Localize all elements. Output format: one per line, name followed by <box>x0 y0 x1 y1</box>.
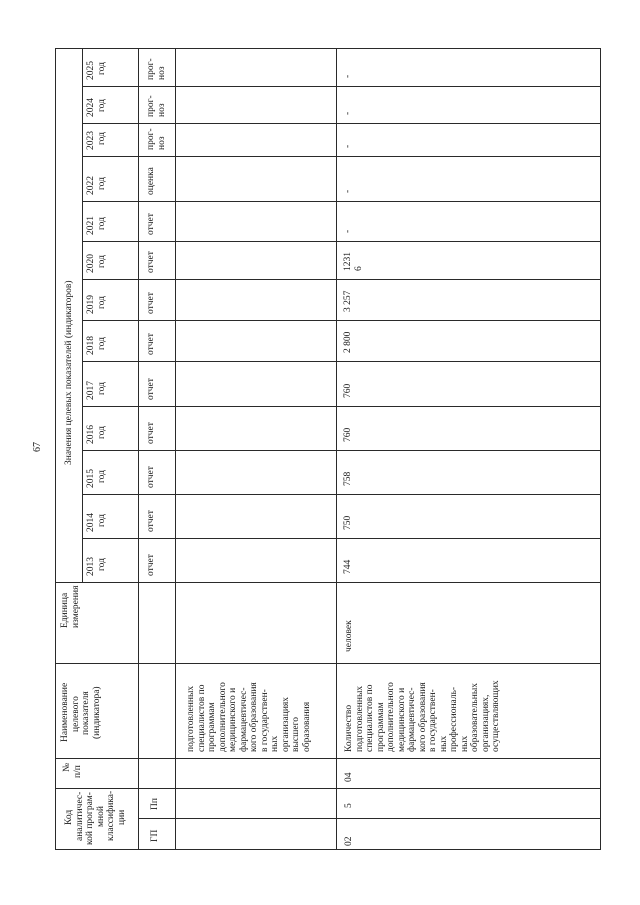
col-sep-2023 <box>82 156 601 157</box>
table-border-right <box>600 48 601 850</box>
pp-header: Пп <box>150 798 160 810</box>
name-header: Наименование целевого показателя (индикатора) <box>60 682 102 742</box>
col-sep-2021 <box>82 241 601 242</box>
col-sep-pp-gp <box>138 818 601 819</box>
year-kind-2023: прог- ноз <box>146 128 167 150</box>
table-border-left <box>55 48 56 850</box>
year-header-2020: 2020 год <box>86 254 107 273</box>
year-kind-2022: оценка <box>146 167 156 195</box>
year-header-2025: 2025 год <box>86 61 107 80</box>
row2-value-2017: 760 <box>343 383 353 398</box>
row2-name: Количество подготовленных специалистов по программам дополнительного медицинского и фармацевтичес- кого образования в государствен- ных профессиональ- ных образовательных организациях, осуществляющих <box>344 680 501 752</box>
col-sep-2020 <box>82 279 601 280</box>
num-header: № п/п <box>62 762 83 778</box>
row2-value-2019: 3 257 <box>343 290 353 312</box>
row2-value-2014: 750 <box>343 515 353 530</box>
year-kind-2013: отчет <box>146 554 156 576</box>
year-header-2017: 2017 год <box>86 381 107 400</box>
row-sep-years <box>138 48 139 850</box>
table-border-top <box>55 48 601 49</box>
col-sep-values-unit <box>55 582 601 583</box>
col-sep-unit-name <box>55 663 601 664</box>
row2-value-2025: - <box>343 74 353 78</box>
year-header-2022: 2022 год <box>86 176 107 195</box>
year-kind-2020: отчет <box>146 251 156 273</box>
row2-value-2021: - <box>343 229 353 233</box>
row1-name: подготовленных специалистов по программам дополнительного медицинского и фармацевтичес- кого образования в государствен- ных организациях высшего образования <box>186 682 312 752</box>
row2-gp: 02 <box>344 836 354 846</box>
year-header-2013: 2013 год <box>86 557 107 576</box>
row2-pp: 5 <box>344 803 354 808</box>
gp-header: ГП <box>150 829 160 842</box>
col-sep-num-code <box>55 788 601 789</box>
year-kind-2014: отчет <box>146 510 156 532</box>
col-sep-name-num <box>55 758 601 759</box>
code-header: Код аналитичес- кой програм- мной классифика- ции <box>64 790 127 845</box>
year-kind-2015: отчет <box>146 466 156 488</box>
unit-header: Единица измерения <box>60 585 81 628</box>
row-sep-header-sub <box>82 48 83 582</box>
year-header-2021: 2021 год <box>86 216 107 235</box>
row2-unit: человек <box>344 620 354 652</box>
col-sep-2019 <box>82 320 601 321</box>
year-kind-2018: отчет <box>146 333 156 355</box>
col-sep-2022 <box>82 201 601 202</box>
col-sep-2017 <box>82 406 601 407</box>
col-sep-2015 <box>82 494 601 495</box>
year-header-2019: 2019 год <box>86 295 107 314</box>
row2-value-2020: 1231 6 <box>343 252 364 271</box>
year-kind-2024: прог- ноз <box>146 95 167 117</box>
row2-value-2015: 758 <box>343 471 353 486</box>
values-title: Значения целевых показателей (индикаторов) <box>64 280 74 465</box>
page-number: 67 <box>32 442 43 452</box>
year-kind-2021: отчет <box>146 213 156 235</box>
year-header-2024: 2024 год <box>86 98 107 117</box>
year-header-2016: 2016 год <box>86 425 107 444</box>
year-header-2018: 2018 год <box>86 336 107 355</box>
col-sep-2025 <box>82 86 601 87</box>
row2-value-2013: 744 <box>343 559 353 574</box>
row2-value-2016: 760 <box>343 427 353 442</box>
year-kind-2017: отчет <box>146 378 156 400</box>
year-header-2014: 2014 год <box>86 513 107 532</box>
row2-value-2024: - <box>343 111 353 115</box>
row2-value-2023: - <box>343 144 353 148</box>
row-sep-subheader <box>175 48 176 850</box>
col-sep-2016 <box>82 450 601 451</box>
table-border-bottom <box>55 849 601 850</box>
year-kind-2025: прог- ноз <box>146 58 167 80</box>
row2-value-2022: - <box>343 189 353 193</box>
row-sep-row1 <box>336 48 337 850</box>
row2-value-2018: 2 800 <box>343 331 353 353</box>
year-header-2023: 2023 год <box>86 131 107 150</box>
col-sep-2018 <box>82 361 601 362</box>
col-sep-2014 <box>82 538 601 539</box>
col-sep-2024 <box>82 123 601 124</box>
row2-num: 04 <box>344 772 354 782</box>
year-header-2015: 2015 год <box>86 469 107 488</box>
year-kind-2016: отчет <box>146 422 156 444</box>
year-kind-2019: отчет <box>146 292 156 314</box>
